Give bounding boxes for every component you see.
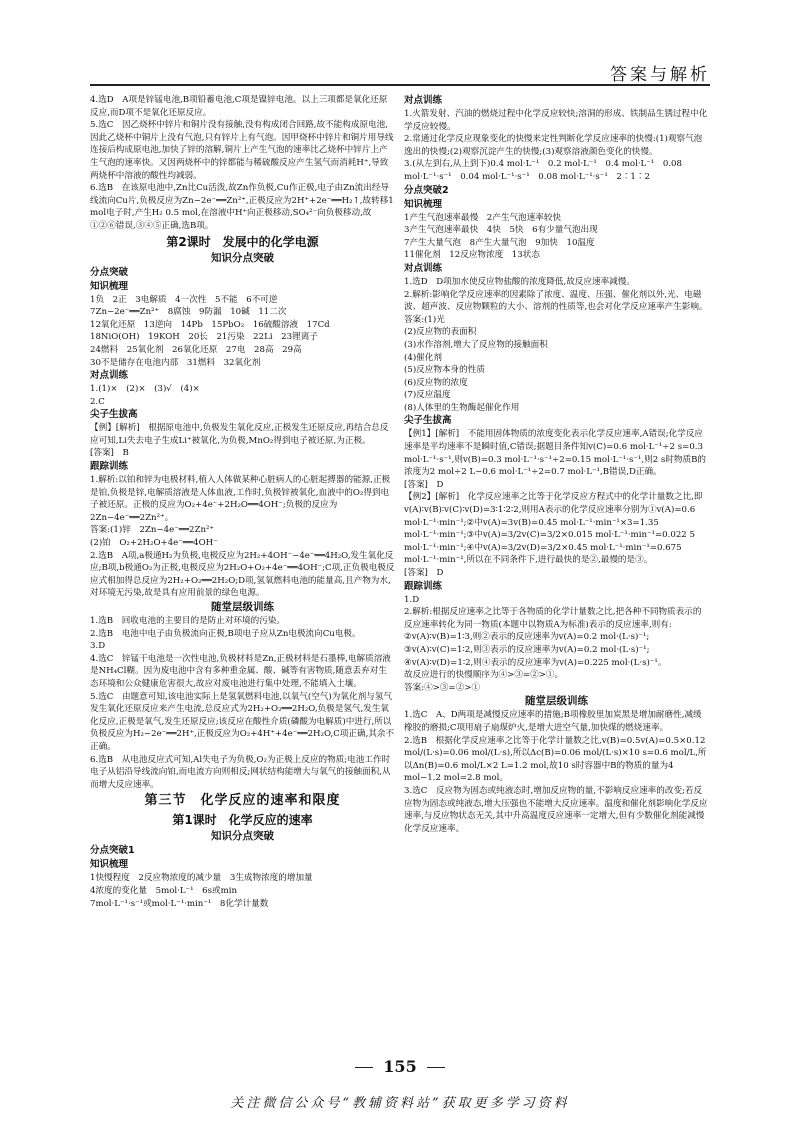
paragraph: [答案] B bbox=[90, 448, 129, 459]
paragraph: (5)反应物本身的性质 bbox=[404, 365, 485, 376]
paragraph: 4.选D A项是锌锰电池,B项铅蓄电池,C项是镍锌电池。以上三项都是氧化还原反应,而D项不是氧化还原反应。 bbox=[90, 95, 388, 118]
footer-note: 关注微信公众号“教辅资料站”获取更多学习资料 bbox=[230, 1096, 570, 1111]
lesson-title: 第2课时 发展中的化学电源 bbox=[166, 234, 319, 249]
paragraph: ②v(A)∶v(B)=1∶3,则②表示的反应速率为v(A)=0.2 mol·(L·s)⁻¹; bbox=[404, 632, 650, 643]
paragraph: (3)水作溶剂,增大了反应物的接触面积 bbox=[404, 339, 548, 350]
paragraph: 5.选C 因乙烧杯中锌片和铜片没有接触,没有构成闭合回路,故不能构成原电池,因此乙烧杯中铜片上没有气泡,只有锌片上有气泡。因甲烧杯中锌片和铜片用导线连接后构成原电池,加快了锌的溶解,铜片上产生气泡的速率比乙烧杯中锌片上产生气泡的速率快。又因两烧杯中的锌都能与稀硫酸反应产生氢气而消耗H⁺,导致两烧杯中溶液的酸性均减弱。 bbox=[90, 120, 394, 181]
paragraph: 答案:(1)光 bbox=[404, 314, 445, 325]
section-label: 尖子生拔高 bbox=[404, 415, 452, 427]
left-column bbox=[90, 94, 395, 910]
paragraph: 3产生气泡速率最快 4快 5快 6有少量气泡出现 bbox=[404, 225, 598, 236]
paragraph: 【例2】[解析] 化学反应速率之比等于化学反应方程式中的化学计量数之比,即v(A)∶v(B)∶v(C)∶v(D)=3∶1∶2∶2,则用A表示的化学反应速率分别为①v(A)=0.6 mol·L⁻¹·min⁻¹;②中v(A)=3v(B)=0.45 mol·L⁻¹·min⁻¹×3=1.35 mol·L⁻¹·min⁻¹;③中v(A)=3/2v(C)=3/2×0.015 mol·L⁻¹·min⁻¹=0.022 5 mol·L⁻¹·min⁻¹;④中v(A)=3/2v(D)=3/2×0.45 mol·L⁻¹·min⁻¹=0.675 mol·L⁻¹·min⁻¹,所以在不同条件下,进行最快的是②,最慢的是③。 bbox=[404, 492, 703, 566]
subsection-title: 随堂层级训练 bbox=[211, 601, 274, 613]
paragraph: 1.火箭发射、汽油的燃烧过程中化学反应较快;溶洞的形成、铁制品生锈过程中化学反应较慢。 bbox=[404, 109, 708, 132]
paragraph: 答案:(1)锌 2Zn−4e⁻══2Zn²⁺ bbox=[90, 525, 215, 536]
paragraph: 3.D bbox=[90, 641, 106, 652]
subsection-title: 随堂层级训练 bbox=[525, 695, 588, 708]
paragraph: 2.常通过化学反应现象变化的快慢来定性判断化学反应速率的快慢:(1)观察气泡逸出的快慢;(2)观察沉淀产生的快慢;(3)观察溶液颜色变化的快慢。 bbox=[404, 134, 703, 157]
paragraph: 1产生气泡速率最慢 2产生气泡速率较快 bbox=[404, 212, 562, 223]
paragraph: 1快慢程度 2反应物浓度的减少量 3生成物浓度的增加量 bbox=[90, 873, 313, 884]
chapter-title: 第三节 化学反应的速率和限度 bbox=[144, 793, 341, 809]
paragraph: (8)人体里的生物酶起催化作用 bbox=[404, 402, 520, 413]
paragraph: 6.选B 从电池反应式可知,Al失电子为负极,O₂为正极上反应的物质;电池工作时电子从铝沿导线流向铂,而电流方向则相反;网状结构能增大与氧气的接触面积,从而增大反应速率。 bbox=[90, 754, 391, 790]
paragraph: (2)反应物的表面积 bbox=[404, 327, 477, 338]
paragraph: 30不是储存在电池内部 31燃料 32氧化剂 bbox=[90, 357, 261, 368]
paragraph: 2.选B 电池中电子由负极流向正极,B项电子应从Zn电极流向Cu电极。 bbox=[90, 628, 361, 639]
paragraph: 1.选D D项加水使反应物盐酸的浓度降低,故反应速率减慢。 bbox=[404, 276, 635, 287]
paragraph: 4浓度的变化量 5mol·L⁻¹ 6s或min bbox=[90, 885, 238, 896]
paragraph: 2.解析:根据反应速率之比等于各物质的化学计量数之比,把各种不同物质表示的反应速率转化为同一物质(本题中以物质A为标准)表示的反应速率,则有: bbox=[404, 607, 702, 630]
paragraph: 2.C bbox=[90, 396, 105, 407]
paragraph: (2)铂 O₂+2H₂O+4e⁻══4OH⁻ bbox=[90, 538, 218, 549]
section-label: 分点突破2 bbox=[404, 184, 449, 196]
page-number-text: 155 bbox=[383, 1057, 417, 1076]
paragraph: 1.选C A、D两项是减慢反应速率的措施;B项橡胶里加炭黑是增加耐磨性,减缓橡胶的磨损;C项用扇子扇煤炉火,是增大进空气量,加快煤的燃烧速率。 bbox=[404, 710, 702, 733]
paragraph: ③v(A)∶v(C)=1∶2,则③表示的反应速率为v(A)=0.2 mol·(L·s)⁻¹; bbox=[404, 644, 650, 655]
paragraph: 1负 2正 3电解质 4一次性 5不能 6不可逆 bbox=[90, 294, 278, 305]
paragraph: 1.解析:以铂和锌为电极材料,植入人体做某种心脏病人的心脏起搏器的能源,正极是铂,负极是锌,电解质溶液是人体血液,工作时,负极锌被氧化,血液中的O₂得到电子被还原。正极的反应为O₂+4e⁻+2H₂O══4OH⁻;负极的反应为2Zn−4e⁻══2Zn²⁺。 bbox=[90, 475, 391, 523]
section-label: 尖子生拔高 bbox=[90, 409, 138, 421]
paragraph: 2.选B 根据化学反应速率之比等于化学计量数之比,v(B)=0.5v(A)=0.5×0.12 mol/(L·s)=0.06 mol/(L·s),所以Δc(B)=0.06 mol/(L·s)×10 s=0.6 mol/L,所以Δn(B)=0.6 mol/L×2 L=1.2 mol,故10 s时容器中B的物质的量为4 mol−1.2 mol=2.8 mol。 bbox=[404, 735, 707, 784]
paragraph: 答案:④>③=②>① bbox=[404, 682, 481, 693]
section-label: 对点训练 bbox=[404, 262, 443, 274]
subsection-title: 知识分点突破 bbox=[211, 251, 274, 264]
section-label: 分点突破 bbox=[90, 266, 129, 278]
paragraph: 4.选C 锌锰干电池是一次性电池,负极材料是Zn,正极材料是石墨棒,电解质溶液是NH₄Cl糊。因为废电池中含有多种重金属、酸、碱等有害物质,随意丢弃对生态环境和公众健康危害很大,故应对废电池进行集中处理,不能填入土壤。 bbox=[90, 653, 391, 689]
section-label: 跟踪训练 bbox=[90, 461, 129, 473]
paragraph: 【例】[解析] 根据原电池中,负极发生氧化反应,正极发生还原反应,再结合总反应可知,Li失去电子生成Li⁺被氧化,为负极,MnO₂得到电子被还原,为正极。 bbox=[90, 423, 389, 446]
paragraph: 7mol·L⁻¹·s⁻¹或mol·L⁻¹·min⁻¹ 8化学计量数 bbox=[90, 898, 269, 909]
paragraph: 24燃料 25氧化剂 26氧化还原 27电 28高 29高 bbox=[90, 344, 302, 355]
paragraph: 11催化剂 12反应物浓度 13状态 bbox=[404, 250, 540, 261]
paragraph: 18NiO(OH) 19KOH 20长 21污染 22Li 23锂离子 bbox=[90, 332, 318, 343]
paragraph: [答案] D bbox=[404, 568, 444, 578]
paragraph: 1.(1)× (2)× (3)√ (4)× bbox=[90, 384, 200, 395]
section-label: 对点训练 bbox=[90, 370, 129, 382]
paragraph: 7Zn−2e⁻══Zn²⁺ 8腐蚀 9防漏 10碱 11二次 bbox=[90, 307, 287, 318]
section-label: 知识梳理 bbox=[90, 859, 129, 871]
section-label: 分点突破1 bbox=[90, 845, 135, 857]
paragraph: 【例1】[解析] 不能用固体物质的浓度变化表示化学反应速率,A错误;化学反应速率是平均速率不是瞬时值,C错误;据题目条件知v(C)=0.6 mol·L⁻¹÷2 s=0.3 mol·L⁻¹·s⁻¹,则v(B)=0.3 mol·L⁻¹·s⁻¹÷2=0.15 mol·L⁻¹·s⁻¹,则2 s时物质B的浓度为2 mol÷2 L−0.6 mol·L⁻¹÷2=0.7 mol·L⁻¹,B错误,D正确。 bbox=[404, 429, 707, 478]
paragraph: 12氧化还原 13逆向 14Pb 15PbO₂ 16硫酸溶液 17Cd bbox=[90, 319, 330, 330]
section-label: 知识梳理 bbox=[90, 280, 129, 292]
paragraph: 1.D bbox=[404, 594, 420, 605]
page-number bbox=[0, 1057, 800, 1076]
right-column bbox=[404, 94, 709, 835]
paragraph: 2.解析:影响化学反应速率的因素除了浓度、温度、压强、催化剂以外,光、电磁波、超声波、反应物颗粒的大小、溶剂的性质等,也会对化学反应速率产生影响。 bbox=[404, 289, 708, 313]
section-label: 对点训练 bbox=[404, 95, 443, 106]
paragraph: 7产生大量气泡 8产生大量气泡 9加快 10温度 bbox=[404, 237, 595, 248]
paragraph: 3.选C 反应物为固态或纯液态时,增加反应物的量,不影响反应速率的改变;若反应物为固态或纯液态,增大压强也不能增大反应速率。温度和催化剂影响化学反应速率,与反应物状态无关,其中升高温度反应速率一定增大,但有少数催化剂能减慢化学反应速率。 bbox=[404, 785, 708, 834]
paragraph: 1.选B 回收电池的主要目的是防止对环境的污染。 bbox=[90, 616, 285, 626]
paragraph: 2.选B A项,a极通H₂为负极,电极反应为2H₂+4OH⁻−4e⁻══4H₂O,发生氧化反应;B项,b极通O₂为正极,电极反应为2H₂O+O₂+4e⁻══4OH⁻;C项,正负极电极反应式相加得总反应为2H₂+O₂══2H₂O;D项,氢氧燃料电池的能量高,且产物为水,对环境无污染,故是具有应用前景的绿色电源。 bbox=[90, 550, 395, 599]
header-title: 答案与解析 bbox=[610, 65, 710, 85]
paragraph: (4)催化剂 bbox=[404, 352, 442, 363]
paragraph: 6.选B 在该原电池中,Zn比Cu活泼,故Zn作负极,Cu作正极,电子由Zn流出经导线流向Cu片,负极反应为Zn−2e⁻══Zn²⁺,正极反应为2H⁺+2e⁻══H₂↑,故转移1 mol电子时,产生H₂ 0.5 mol,在溶液中H⁺向正极移动,SO₄²⁻向负极移动,故①②⑥错误,③④⑤正确,选B项。 bbox=[90, 183, 394, 231]
subsection-title: 知识分点突破 bbox=[211, 830, 274, 843]
lesson-title: 第1课时 化学反应的速率 bbox=[172, 813, 313, 828]
page-header bbox=[90, 58, 710, 86]
paragraph: 5.选C 由题意可知,该电池实际上是氢氧燃料电池,以氧气(空气)为氧化剂与氢气发生氧化还原反应来产生电流,总反应式为2H₂+O₂══2H₂O,负极是氢气,发生氧化反应,正极是氧气,发生还原反应;该反应在酸性介质(磷酸为电解质)中进行,所以负极反应为H₂−2e⁻══2H⁺,正极反应为O₂+4H⁺+4e⁻══2H₂O,C项正确,其余不正确。 bbox=[90, 691, 395, 752]
paragraph: 故反应进行的快慢顺序为④>③=②>①。 bbox=[404, 670, 564, 681]
paragraph: [答案] D bbox=[404, 479, 444, 490]
paragraph: ④v(A)∶v(D)=1∶2,则④表示的反应速率为v(A)=0.225 mol·(L·s)⁻¹。 bbox=[404, 657, 667, 668]
paragraph: 3.(从左到右,从上到下)0.4 mol·L⁻¹ 0.2 mol·L⁻¹ 0.4 mol·L⁻¹ 0.08 mol·L⁻¹·s⁻¹ 0.04 mol·L⁻¹·s⁻¹ 0.08 mol·L⁻¹·s⁻¹ 2∶1∶2 bbox=[404, 159, 682, 182]
section-label: 知识梳理 bbox=[404, 198, 443, 210]
paragraph: (6)反应物的浓度 bbox=[404, 377, 468, 388]
paragraph: (7)反应温度 bbox=[404, 390, 451, 401]
section-label: 跟踪训练 bbox=[404, 580, 443, 592]
